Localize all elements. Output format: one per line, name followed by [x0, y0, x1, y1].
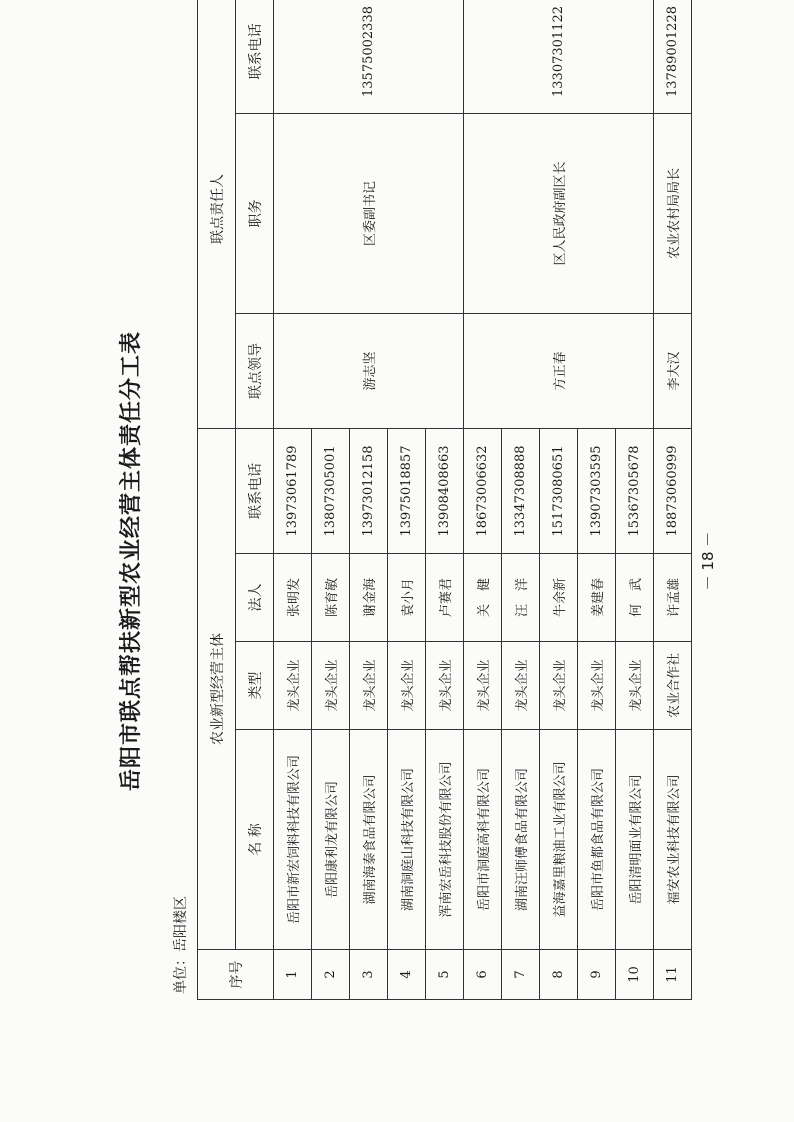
header-position: 职务: [236, 114, 274, 314]
cell-contact-phone: 13307301122: [464, 0, 654, 114]
page-title: 岳阳市联点帮扶新型农业经营主体责任分工表: [118, 331, 144, 792]
cell-leader: 李大汉: [654, 314, 692, 429]
cell-name: 岳阳市洞庭高科有限公司: [464, 730, 502, 950]
cell-legal: 关 健: [464, 554, 502, 642]
cell-legal: 姜建春: [578, 554, 616, 642]
cell-position: 农业农村局局长: [654, 114, 692, 314]
cell-name: 岳阳康利龙有限公司: [312, 730, 350, 950]
cell-type: 龙头企业: [388, 642, 426, 730]
cell-seq: 11: [654, 950, 692, 1000]
cell-type: 龙头企业: [464, 642, 502, 730]
cell-type: 农业合作社: [654, 642, 692, 730]
cell-type: 龙头企业: [540, 642, 578, 730]
cell-type: 龙头企业: [312, 642, 350, 730]
cell-phone: 18673006632: [464, 429, 502, 554]
cell-legal: 谢金海: [350, 554, 388, 642]
cell-legal: 牛余新: [540, 554, 578, 642]
cell-legal: 张明发: [274, 554, 312, 642]
header-name: 名 称: [236, 730, 274, 950]
table-row: [464, 0, 502, 1000]
cell-seq: 3: [350, 950, 388, 1000]
cell-type: 龙头企业: [502, 642, 540, 730]
cell-position: 区人民政府副区长: [464, 114, 654, 314]
cell-position: 区委副书记: [274, 114, 464, 314]
header-group-contact: 联点责任人: [198, 0, 236, 429]
cell-phone: 18873060999: [654, 429, 692, 554]
header-row: [236, 0, 274, 1000]
cell-phone: 15173080651: [540, 429, 578, 554]
page-number: － 18 －: [699, 531, 717, 591]
cell-phone: 13807305001: [312, 429, 350, 554]
cell-legal: 汪 洋: [502, 554, 540, 642]
cell-seq: 2: [312, 950, 350, 1000]
unit-label: 单位：岳阳楼区: [173, 896, 189, 994]
cell-seq: 6: [464, 950, 502, 1000]
cell-type: 龙头企业: [350, 642, 388, 730]
cell-phone: 13347308888: [502, 429, 540, 554]
cell-legal: 袁小月: [388, 554, 426, 642]
cell-legal: 许孟雄: [654, 554, 692, 642]
cell-type: 龙头企业: [274, 642, 312, 730]
cell-contact-phone: 13789001228: [654, 0, 692, 114]
cell-phone: 15367305678: [616, 429, 654, 554]
cell-type: 龙头企业: [578, 642, 616, 730]
header-leader: 联点领导: [236, 314, 274, 429]
cell-name: 湖南洞庭山科技有限公司: [388, 730, 426, 950]
cell-leader: 游志坚: [274, 314, 464, 429]
responsibility-table: [197, 0, 692, 1000]
cell-seq: 7: [502, 950, 540, 1000]
cell-seq: 1: [274, 950, 312, 1000]
table-row: [274, 0, 312, 1000]
cell-leader: 方正春: [464, 314, 654, 429]
cell-legal: 陈育敏: [312, 554, 350, 642]
cell-name: 浑南宏岳科技股份有限公司: [426, 730, 464, 950]
cell-seq: 4: [388, 950, 426, 1000]
cell-phone: 13973012158: [350, 429, 388, 554]
cell-phone: 13975018857: [388, 429, 426, 554]
header-type: 类型: [236, 642, 274, 730]
cell-name: 湖南海泰食品有限公司: [350, 730, 388, 950]
header-group-entity: 农业新型经营主体: [198, 429, 236, 950]
cell-name: 岳阳市鱼都食品有限公司: [578, 730, 616, 950]
cell-legal: 何 武: [616, 554, 654, 642]
cell-type: 龙头企业: [616, 642, 654, 730]
table-row: [654, 0, 692, 1000]
header-phone: 联系电话: [236, 429, 274, 554]
cell-name: 湖南汪师傅食品有限公司: [502, 730, 540, 950]
header-group-row: [198, 0, 236, 1000]
cell-phone: 13908408663: [426, 429, 464, 554]
cell-legal: 卢赛君: [426, 554, 464, 642]
cell-name: 岳阳市新宏饲料科技有限公司: [274, 730, 312, 950]
cell-phone: 13907303595: [578, 429, 616, 554]
cell-seq: 10: [616, 950, 654, 1000]
cell-seq: 9: [578, 950, 616, 1000]
cell-seq: 8: [540, 950, 578, 1000]
cell-name: 岳阳清明面业有限公司: [616, 730, 654, 950]
header-seq: 序号: [198, 950, 274, 1000]
cell-name: 益海嘉里粮油工业有限公司: [540, 730, 578, 950]
header-contact-phone: 联系电话: [236, 0, 274, 114]
header-legal: 法人: [236, 554, 274, 642]
cell-name: 福安农业科技有限公司: [654, 730, 692, 950]
cell-contact-phone: 13575002338: [274, 0, 464, 114]
cell-type: 龙头企业: [426, 642, 464, 730]
cell-phone: 13973061789: [274, 429, 312, 554]
cell-seq: 5: [426, 950, 464, 1000]
